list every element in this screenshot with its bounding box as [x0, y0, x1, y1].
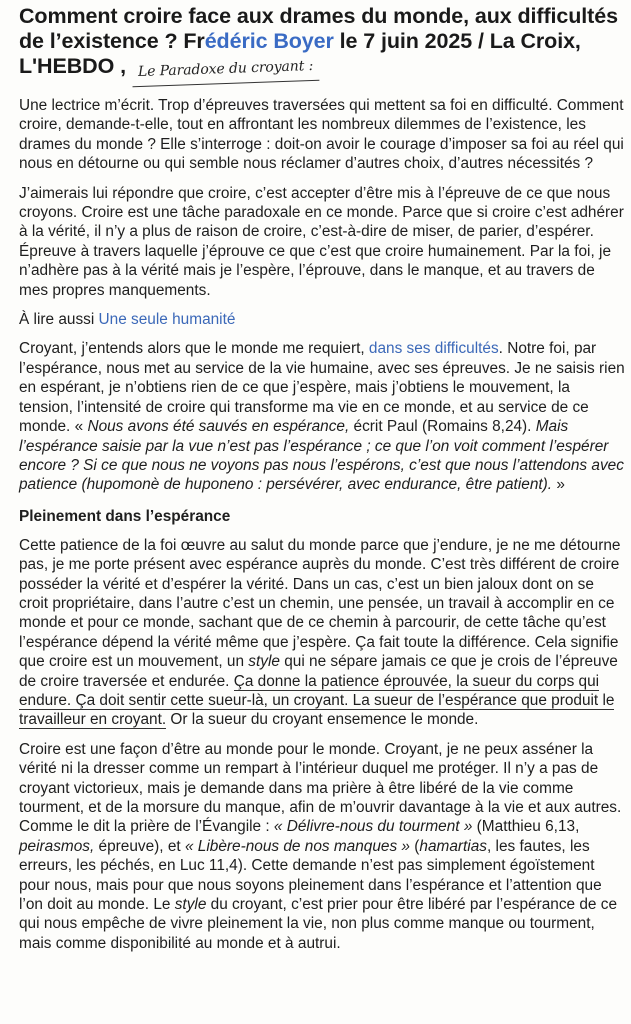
read-also-link[interactable]: Une seule humanité — [98, 311, 236, 329]
article-page — [19, 0, 627, 953]
paragraph-5 — [19, 740, 627, 953]
p4-text-b: qui ne sépare jamais ce que je crois de l’épreuve de croire traversée et endurée. — [19, 653, 618, 690]
read-also-prefix: À lire aussi — [19, 311, 99, 329]
read-also — [19, 310, 627, 329]
article-title — [19, 0, 627, 84]
p3-text-d: » — [552, 476, 565, 494]
p4-underlined: Ça donne la patience éprouvée, la sueur du corps qui endure. Ça doit sentir cette sueur-là, un croyant. La sueur de l’espérance que produit le travailleur en croyant. — [19, 672, 615, 729]
p5-text-f: du croyant, c’est prier pour être libéré par l’espérance de ce qui nous empêche de vivre pleinement la vie, non plus comme manque ou tourment, mais comme disponibilité au monde et à autrui. — [19, 896, 618, 952]
title-date-source: le 7 juin 2025 / La Croix, L'HEBDO , — [19, 29, 581, 78]
p5-em-5: style — [174, 896, 207, 914]
p5-em-4: hamartias — [419, 837, 487, 855]
title-author: édéric Boyer — [204, 29, 334, 53]
p5-text-c: épreuve), et — [94, 837, 185, 855]
p3-text-b: . Notre foi, par l’espérance, nous met au service de la vie humaine, avec ses épreuves. Je ne saisis rien en espérant, je n’obtiens rien de ce que j’espère, mais j’obtiens le mouvement, la tension, l’intensité de croire qui transforme ma vie en ce monde, et au service de ce monde. « — [19, 340, 625, 436]
p5-text-e: , les fautes, les erreurs, les péchés, en Luc 11,4). Cette demande n’est pas simplement égoïstement pour nous, mais pour que nous soyons pleinement dans l’espérance et l’attention que l’on doit au monde. Le — [19, 837, 602, 914]
difficulties-link[interactable]: dans ses difficultés — [368, 340, 499, 358]
p3-quote-1: Nous avons été sauvés en espérance, — [87, 418, 350, 436]
p5-quote-1: « Délivre-nous du tourment » — [273, 818, 473, 836]
p5-text-b: (Matthieu 6,13, — [472, 818, 580, 836]
section-subheading: Pleinement dans l’espérance — [19, 507, 231, 525]
paragraph-2: J’aimerais lui répondre que croire, c’est accepter d’être mis à l’épreuve de ce que nous croyons. Croire est une tâche paradoxale en ce monde. Parce que si croire c’est adhérer à la vérité, il n’y a plus de raison de croire, c’est-à-dire de miser, de parier, d’espérer. Épreuve à travers laquelle j’éprouve ce que c’est que croire humainement. Par la foi, je n’adhère pas à la vérité mais je l’espère, l’éprouve, dans le manque, et au travers de mes propres manquements. — [19, 184, 624, 299]
p3-text-c: écrit Paul (Romains 8,24). — [349, 418, 536, 436]
handwritten-note: Le Paradoxe du croyant : — [132, 54, 320, 88]
paragraph-3 — [19, 339, 627, 494]
p5-em-2: peirasmos, — [19, 837, 95, 855]
p4-text-c: Or la sueur du croyant ensemence le monde. — [166, 711, 479, 729]
title-text: Comment croire face aux drames du monde, aux difficultés de l’existence ? Fr — [19, 4, 618, 53]
p5-text-d: ( — [410, 837, 420, 855]
p3-text-a: Croyant, j’entends alors que le monde me requiert, — [19, 340, 369, 358]
paragraph-4 — [19, 536, 627, 730]
p3-quote-2: Mais l’espérance saisie par la vue n’est pas l’espérance ; ce que l’on voit comment l’espérer encore ? Si ce que nous ne voyons pas nous l’espérons, c’est que nous l’attendons avec patience (hupomonè de huponeno : persévérer, avec endurance, être patient). — [19, 418, 624, 494]
paragraph-1: Une lectrice m’écrit. Trop d’épreuves traversées qui mettent sa foi en difficulté. Comment croire, demande-t-elle, tout en affrontant les nombreux dilemmes de l’existence, les drames du monde ? Elle s’interroge : doit-on avoir le courage d’imposer sa foi au réel qui nous en détourne ou qui semble nous réclamer d’autres choix, d’autres nécessités ? — [19, 97, 624, 173]
p4-text-a: Cette patience de la foi œuvre au salut du monde parce que j’endure, je ne me détourne pas, je me porte présent avec espérance auprès du monde. C’est très différent de croire posséder la vérité et d’espérer la vérité. Dans un cas, c’est un bien jaloux dont on se croit propriétaire, dans l’autre c’est un chemin, une pensée, un travail à accomplir en ce monde et pour ce monde, sachant que de ce chemin à parcourir, de cette tâche qu’est l’espérance dépend la vérité même que j’espère. Ça fait toute la différence. Cela signifie que croire est un mouvement, un — [19, 536, 621, 671]
p5-quote-3: « Libère-nous de nos manques » — [184, 837, 410, 855]
p4-em: style — [248, 653, 280, 671]
p5-text-a: Croire est une façon d’être au monde pour le monde. Croyant, je ne peux asséner la vérité ni la dresser comme un rempart à l’intérieur duquel me protéger. Il n’y a pas de croyant victorieux, mais je demande dans ma prière à être libéré de la vie comme tourment, et de la morsure du manque, afin de m’ouvrir davantage à la vie et aux autres. Comme le dit la prière de l’Évangile : — [19, 740, 622, 836]
